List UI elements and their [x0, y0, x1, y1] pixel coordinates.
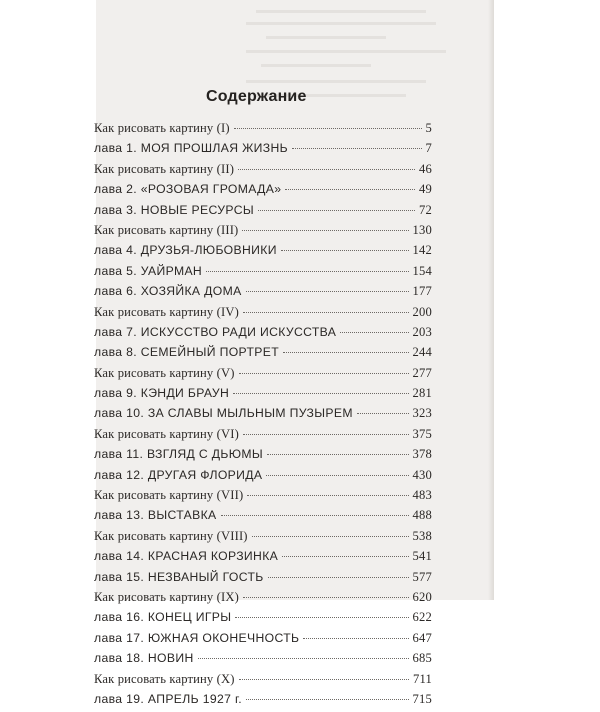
toc-entry: [94, 223, 432, 243]
toc-entry-title: лава 10. ЗА СЛАВЫ МЫЛЬНЫМ ПУЗЫРЕМ: [94, 406, 353, 421]
toc-entry-page: 200: [412, 304, 432, 319]
toc-entry-page: 541: [412, 549, 432, 564]
toc-entry-page: 378: [412, 447, 432, 462]
toc-entry: [94, 549, 432, 569]
toc-entry: [94, 570, 432, 590]
toc-entry-title: лава 11. ВЗГЛЯД С ДЬЮМЫ: [94, 447, 263, 462]
toc-entry: [94, 468, 432, 488]
toc-entry-page: 711: [412, 671, 432, 686]
toc-entry-page: 430: [412, 467, 432, 482]
toc-entry: [94, 692, 432, 712]
toc-entry-page: 647: [412, 630, 432, 645]
toc-entry: [94, 284, 432, 304]
toc-entry-page: 323: [412, 406, 432, 421]
dot-leader: [233, 393, 408, 394]
toc-entry-page: 154: [412, 263, 432, 278]
toc-entry-title: лава 16. КОНЕЦ ИГРЫ: [94, 610, 232, 625]
toc-entry: [94, 672, 432, 692]
toc-entry-title: Как рисовать картину (VII): [94, 488, 244, 503]
dot-leader: [234, 128, 422, 129]
toc-entry-title: лава 13. ВЫСТАВКА: [94, 508, 217, 523]
dot-leader: [281, 250, 409, 251]
toc-entry-title: лава 5. УАЙРМАН: [94, 263, 203, 278]
toc-entry: [94, 325, 432, 345]
dot-leader: [283, 352, 408, 353]
dot-leader: [268, 577, 409, 578]
toc-entry-title: Как рисовать картину (VIII): [94, 528, 248, 543]
toc-entry: [94, 182, 432, 202]
dot-leader: [198, 658, 409, 659]
dot-leader: [246, 291, 409, 292]
toc-entry-title: Как рисовать картину (I): [94, 121, 230, 135]
toc-entry-title: лава 6. ХОЗЯЙКА ДОМА: [94, 284, 242, 299]
toc-entry-title: лава 12. ДРУГАЯ ФЛОРИДА: [94, 467, 263, 482]
table-of-contents: [94, 121, 432, 712]
toc-entry-title: Как рисовать картину (II): [94, 161, 235, 176]
toc-entry: [94, 203, 432, 223]
dot-leader: [239, 373, 409, 374]
toc-entry-page: 715: [412, 691, 432, 706]
toc-entry-page: 577: [412, 569, 432, 584]
toc-entry-page: 7: [425, 141, 432, 156]
dot-leader: [246, 699, 408, 700]
dot-leader: [340, 332, 408, 333]
toc-entry: [94, 162, 432, 182]
dot-leader: [242, 230, 408, 231]
dot-leader: [285, 189, 415, 190]
book-page: [94, 0, 494, 706]
dot-leader: [252, 536, 409, 537]
toc-entry-page: 281: [412, 386, 432, 401]
dot-leader: [243, 312, 409, 313]
toc-entry: [94, 406, 432, 426]
toc-entry-title: лава 18. НОВИН: [94, 651, 194, 666]
toc-entry: [94, 243, 432, 263]
toc-entry-title: лава 4. ДРУЗЬЯ-ЛЮБОВНИКИ: [94, 243, 277, 258]
toc-entry-page: 49: [419, 182, 432, 197]
toc-entry-page: 488: [412, 508, 432, 523]
dot-leader: [266, 475, 408, 476]
dot-leader: [357, 413, 409, 414]
toc-entry-title: лава 17. ЮЖНАЯ ОКОНЕЧНОСТЬ: [94, 630, 300, 645]
toc-entry-title: Как рисовать картину (III): [94, 222, 239, 237]
toc-entry-page: 5: [425, 121, 432, 135]
toc-entry-page: 46: [419, 161, 432, 176]
toc-entry-title: лава 15. НЕЗВАНЫЙ ГОСТЬ: [94, 569, 264, 584]
toc-entry-title: Как рисовать картину (IX): [94, 589, 239, 604]
toc-entry: [94, 141, 432, 161]
toc-entry-title: лава 1. МОЯ ПРОШЛАЯ ЖИЗНЬ: [94, 141, 289, 156]
toc-entry-title: Как рисовать картину (X): [94, 671, 235, 686]
dot-leader: [303, 638, 408, 639]
toc-entry: [94, 427, 432, 447]
toc-heading: Содержание: [206, 88, 307, 105]
toc-entry: [94, 631, 432, 651]
toc-entry: [94, 488, 432, 508]
dot-leader: [292, 148, 421, 149]
dot-leader: [243, 434, 409, 435]
dot-leader: [238, 169, 415, 170]
dot-leader: [247, 495, 408, 496]
dot-leader: [239, 679, 409, 680]
toc-entry-page: 538: [412, 528, 432, 543]
toc-entry-page: 72: [419, 202, 432, 217]
toc-entry-title: лава 2. «РОЗОВАЯ ГРОМАДА»: [94, 182, 282, 197]
toc-entry-page: 375: [412, 426, 432, 441]
toc-entry: [94, 590, 432, 610]
dot-leader: [235, 617, 408, 618]
toc-entry: [94, 121, 432, 141]
toc-entry-title: лава 9. КЭНДИ БРАУН: [94, 386, 230, 401]
toc-entry: [94, 386, 432, 406]
toc-entry-title: лава 14. КРАСНАЯ КОРЗИНКА: [94, 549, 279, 564]
dot-leader: [282, 556, 408, 557]
toc-entry: [94, 447, 432, 467]
toc-entry: [94, 529, 432, 549]
toc-entry-title: лава 19. АПРЕЛЬ 1927 г.: [94, 691, 243, 706]
toc-entry-title: Как рисовать картину (VI): [94, 426, 239, 441]
toc-entry-title: лава 3. НОВЫЕ РЕСУРСЫ: [94, 202, 254, 217]
toc-entry-title: лава 8. СЕМЕЙНЫЙ ПОРТРЕТ: [94, 345, 280, 360]
toc-entry-page: 244: [412, 345, 432, 360]
toc-entry-page: 685: [412, 651, 432, 666]
dot-leader: [258, 210, 415, 211]
toc-entry: [94, 508, 432, 528]
toc-entry: [94, 651, 432, 671]
toc-entry-page: 483: [412, 488, 432, 503]
toc-entry-title: Как рисовать картину (IV): [94, 304, 239, 319]
toc-entry-title: Как рисовать картину (V): [94, 365, 235, 380]
toc-entry: [94, 366, 432, 386]
dot-leader: [221, 515, 409, 516]
dot-leader: [206, 271, 408, 272]
toc-entry: [94, 305, 432, 325]
toc-entry-page: 177: [412, 284, 432, 299]
dot-leader: [267, 454, 409, 455]
toc-entry: [94, 264, 432, 284]
toc-entry-page: 142: [412, 243, 432, 258]
toc-entry-page: 203: [412, 324, 432, 339]
dot-leader: [243, 597, 409, 598]
toc-entry: [94, 345, 432, 365]
toc-entry-title: лава 7. ИСКУССТВО РАДИ ИСКУССТВА: [94, 324, 337, 339]
toc-entry-page: 622: [412, 610, 432, 625]
toc-entry-page: 130: [412, 222, 432, 237]
toc-entry: [94, 610, 432, 630]
toc-entry-page: 620: [412, 589, 432, 604]
toc-entry-page: 277: [412, 365, 432, 380]
